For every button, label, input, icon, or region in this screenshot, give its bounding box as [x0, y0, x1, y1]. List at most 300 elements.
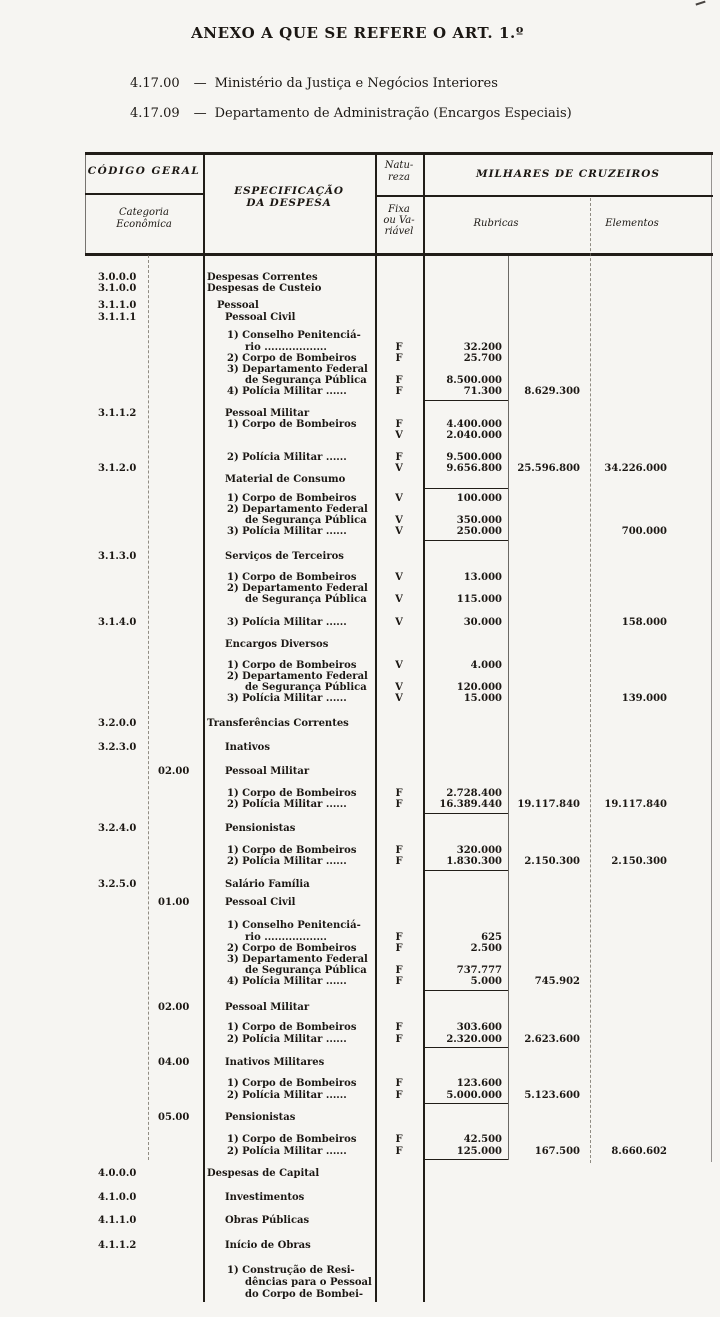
subcode-cell	[148, 342, 203, 353]
nature-cell: V	[395, 515, 403, 526]
nature-cell	[375, 330, 423, 341]
elemento-cell	[590, 682, 713, 693]
subcode-cell	[148, 1289, 203, 1300]
nature-cell: F	[395, 965, 403, 976]
code-cell	[85, 766, 148, 777]
subcode-cell	[148, 1240, 203, 1251]
elemento-cell	[590, 272, 713, 283]
nature-cell	[375, 639, 423, 650]
nature-cell: V	[395, 660, 403, 671]
subcode-cell	[148, 272, 203, 283]
spec-cell: 1) Construção de Resi-	[227, 1265, 355, 1276]
code-cell	[85, 1057, 148, 1068]
code-cell: 3.2.5.0	[98, 879, 137, 890]
elemento-cell	[590, 1168, 713, 1179]
rubrica-cell	[508, 1078, 590, 1089]
subcode-cell	[148, 504, 203, 515]
code-cell	[85, 526, 148, 537]
subcode-cell	[148, 1215, 203, 1226]
table-row	[85, 1034, 713, 1045]
nature-cell	[375, 742, 423, 753]
subcode-cell	[148, 660, 203, 671]
code-cell	[85, 976, 148, 987]
spec-cell: Obras Públicas	[225, 1215, 310, 1226]
table-row	[85, 1277, 713, 1288]
rubrica-cell	[508, 1057, 590, 1068]
code-cell	[85, 856, 148, 867]
nature-cell: V	[395, 617, 403, 628]
table-body	[85, 255, 713, 1300]
spec-cell: Despesas de Custeio	[207, 283, 322, 294]
elemento-cell	[590, 515, 713, 526]
spec-cell: Pessoal Civil	[225, 897, 296, 908]
value-cell: 16.389.440	[439, 799, 502, 810]
header-categoria-line2: Econômica	[116, 219, 172, 230]
table-row	[85, 799, 713, 810]
spec-cell: 3) Departamento Federal	[227, 364, 368, 375]
subcode-cell	[148, 1078, 203, 1089]
spec-cell: 2) Corpo de Bombeiros	[227, 353, 357, 364]
value-cell	[423, 1289, 508, 1300]
code-cell: 4.0.0.0	[98, 1168, 137, 1179]
table-row	[85, 283, 713, 294]
spec-cell: Pensionistas	[225, 823, 296, 834]
spec-cell: Material de Consumo	[225, 474, 346, 485]
ministry-name: Ministério da Justiça e Negócios Interiores	[214, 76, 498, 91]
code-cell: 3.0.0.0	[98, 272, 137, 283]
elemento-cell	[590, 788, 713, 799]
rubrica-cell	[508, 1215, 590, 1226]
rubrica-cell	[508, 742, 590, 753]
spec-cell: 4) Polícia Militar ......	[227, 386, 347, 397]
elemento-cell	[590, 330, 713, 341]
elemento-cell	[590, 845, 713, 856]
spec-cell: Investimentos	[225, 1192, 305, 1203]
rubrica-cell	[508, 639, 590, 650]
spec-cell: 1) Corpo de Bombeiros	[227, 572, 357, 583]
elemento-cell	[590, 742, 713, 753]
elemento-cell: 700.000	[621, 526, 667, 537]
rubrica-cell	[508, 408, 590, 419]
value-cell: 30.000	[463, 617, 502, 628]
nature-cell	[375, 272, 423, 283]
rubrica-cell	[508, 504, 590, 515]
code-cell	[85, 639, 148, 650]
elemento-cell	[590, 965, 713, 976]
page-title: ANEXO A QUE SE REFERE O ART. 1.º	[191, 24, 524, 42]
value-cell	[423, 583, 508, 594]
rubrica-cell: 19.117.840	[517, 799, 580, 810]
spec-cell: de Segurança Pública	[245, 594, 367, 605]
subcode-cell	[148, 823, 203, 834]
subcode-cell	[148, 1134, 203, 1145]
subcode-cell	[148, 856, 203, 867]
code-cell	[85, 504, 148, 515]
elemento-cell	[590, 639, 713, 650]
nature-cell	[375, 823, 423, 834]
spec-cell: rio ..................	[245, 932, 327, 943]
value-cell	[423, 742, 508, 753]
nature-cell	[375, 1057, 423, 1068]
spec-cell: Despesas Correntes	[207, 272, 318, 283]
value-cell	[423, 639, 508, 650]
dash: —	[193, 76, 207, 91]
rubrica-cell	[508, 682, 590, 693]
table-row	[85, 1002, 713, 1013]
table-row	[85, 639, 713, 650]
code-cell	[85, 1146, 148, 1157]
nature-cell: F	[395, 856, 403, 867]
value-cell: 1.830.300	[446, 856, 502, 867]
nature-cell: F	[395, 1134, 403, 1145]
elemento-cell	[590, 342, 713, 353]
rubrica-cell: 5.123.600	[524, 1090, 580, 1101]
code-cell	[85, 943, 148, 954]
subcode-cell: 02.00	[158, 766, 190, 777]
spec-cell: 2) Polícia Militar ......	[227, 856, 347, 867]
value-cell	[423, 920, 508, 931]
code-cell: 3.1.3.0	[98, 551, 137, 562]
nature-cell: F	[395, 799, 403, 810]
table-row	[85, 386, 713, 397]
elemento-cell	[590, 1215, 713, 1226]
table-row	[85, 897, 713, 908]
code-cell: 3.1.2.0	[98, 463, 137, 474]
code-cell	[85, 682, 148, 693]
rubrica-cell	[508, 1192, 590, 1203]
table-row	[85, 879, 713, 890]
rubrica-cell	[508, 594, 590, 605]
nature-cell	[375, 1002, 423, 1013]
elemento-cell	[590, 1289, 713, 1300]
spec-cell: rio ..................	[245, 342, 327, 353]
rubrica-cell	[508, 954, 590, 965]
value-cell	[423, 1002, 508, 1013]
spec-cell: de Segurança Pública	[245, 682, 367, 693]
nature-cell	[375, 879, 423, 890]
rubrica-cell	[508, 551, 590, 562]
value-cell: 4.000	[470, 660, 502, 671]
table-row	[85, 1192, 713, 1203]
sum-rule	[423, 1103, 508, 1104]
header-codigo-geral: CÓDIGO GERAL	[87, 165, 201, 177]
spec-cell: de Segurança Pública	[245, 965, 367, 976]
value-cell	[423, 1265, 508, 1276]
ministry-code: 4.17.00	[130, 76, 180, 91]
elemento-cell: 19.117.840	[604, 799, 667, 810]
spec-cell: Pessoal	[217, 300, 259, 311]
value-cell	[423, 718, 508, 729]
value-cell	[423, 1215, 508, 1226]
subcode-cell	[148, 300, 203, 311]
value-cell	[423, 1192, 508, 1203]
code-cell: 3.1.0.0	[98, 283, 137, 294]
subcode-cell	[148, 718, 203, 729]
nature-cell: F	[395, 386, 403, 397]
elemento-cell	[590, 375, 713, 386]
code-cell: 3.1.1.1	[98, 312, 137, 323]
rubrica-cell	[508, 353, 590, 364]
value-cell	[423, 1240, 508, 1251]
elemento-cell	[590, 452, 713, 463]
value-cell	[423, 671, 508, 682]
rubrica-cell	[508, 312, 590, 323]
spec-cell: 2) Corpo de Bombeiros	[227, 943, 357, 954]
spec-cell: 1) Conselho Penitenciá-	[227, 330, 361, 341]
sum-rule	[423, 1047, 508, 1048]
elemento-cell	[590, 1090, 713, 1101]
sum-rule	[423, 870, 508, 871]
table-row	[85, 419, 713, 430]
subcode-cell	[148, 943, 203, 954]
spec-cell: de Segurança Pública	[245, 515, 367, 526]
elemento-cell	[590, 879, 713, 890]
spec-cell: Inativos Militares	[225, 1057, 325, 1068]
table-row	[85, 682, 713, 693]
nature-cell	[375, 897, 423, 908]
nature-cell: V	[395, 594, 403, 605]
elemento-cell	[590, 353, 713, 364]
table-row	[85, 932, 713, 943]
nature-cell	[375, 954, 423, 965]
subcode-cell	[148, 408, 203, 419]
value-cell: 120.000	[456, 682, 502, 693]
code-cell	[85, 375, 148, 386]
nature-cell: F	[395, 943, 403, 954]
elemento-cell	[590, 976, 713, 987]
rubrica-cell	[508, 526, 590, 537]
elemento-cell: 139.000	[621, 693, 667, 704]
subcode-cell	[148, 639, 203, 650]
spec-cell: 2) Departamento Federal	[227, 671, 368, 682]
header-natureza	[375, 160, 423, 184]
subcode-cell: 01.00	[158, 897, 190, 908]
subcode-cell	[148, 1090, 203, 1101]
sum-rule	[423, 813, 508, 814]
value-cell: 2.040.000	[446, 430, 502, 441]
sum-rule	[423, 990, 508, 991]
value-cell	[423, 1112, 508, 1123]
header-elementos: Elementos	[605, 218, 659, 229]
table-row	[85, 364, 713, 375]
subcode-cell	[148, 419, 203, 430]
nature-cell: F	[395, 419, 403, 430]
rubrica-cell	[508, 452, 590, 463]
value-cell: 123.600	[456, 1078, 502, 1089]
code-cell: 3.2.3.0	[98, 742, 137, 753]
subcode-cell	[148, 1192, 203, 1203]
value-cell	[423, 897, 508, 908]
code-cell	[85, 515, 148, 526]
code-cell	[85, 1022, 148, 1033]
spec-cell: Transferências Correntes	[207, 718, 349, 729]
rubrica-cell: 167.500	[534, 1146, 580, 1157]
spec-cell: 2) Polícia Militar ......	[227, 1034, 347, 1045]
table-row	[85, 742, 713, 753]
rubrica-cell	[508, 572, 590, 583]
rubrica-cell	[508, 920, 590, 931]
rubrica-cell	[508, 1134, 590, 1145]
code-cell	[85, 386, 148, 397]
rubrica-cell	[508, 1168, 590, 1179]
elemento-cell	[590, 493, 713, 504]
elemento-cell	[590, 1112, 713, 1123]
value-cell: 125.000	[456, 1146, 502, 1157]
table-row	[85, 330, 713, 341]
subcode-cell	[148, 1168, 203, 1179]
subcode-cell	[148, 617, 203, 628]
rubrica-cell	[508, 1112, 590, 1123]
value-cell: 5.000.000	[446, 1090, 502, 1101]
nature-cell	[375, 504, 423, 515]
spec-cell: Início de Obras	[225, 1240, 311, 1251]
value-cell: 25.700	[463, 353, 502, 364]
rubrica-cell	[508, 932, 590, 943]
value-cell: 15.000	[463, 693, 502, 704]
value-cell: 625	[481, 932, 502, 943]
value-cell	[423, 823, 508, 834]
elemento-cell	[590, 1134, 713, 1145]
code-cell	[85, 342, 148, 353]
elemento-cell	[590, 920, 713, 931]
table-row	[85, 504, 713, 515]
nature-cell	[375, 300, 423, 311]
value-cell	[423, 551, 508, 562]
value-cell	[423, 954, 508, 965]
table-row	[85, 1090, 713, 1101]
code-cell	[85, 660, 148, 671]
elemento-cell	[590, 766, 713, 777]
code-cell: 3.1.1.0	[98, 300, 137, 311]
value-cell	[423, 272, 508, 283]
rubrica-cell	[508, 419, 590, 430]
elemento-cell: 2.150.300	[611, 856, 667, 867]
elemento-cell: 34.226.000	[604, 463, 667, 474]
code-cell: 3.2.4.0	[98, 823, 137, 834]
spec-cell: 1) Corpo de Bombeiros	[227, 493, 357, 504]
spec-cell: Encargos Diversos	[225, 639, 329, 650]
rubrica-cell	[508, 693, 590, 704]
subcode-cell	[148, 965, 203, 976]
code-cell	[85, 954, 148, 965]
spec-cell	[203, 430, 375, 441]
value-cell	[423, 408, 508, 419]
subcode-cell	[148, 1146, 203, 1157]
table-row	[85, 766, 713, 777]
nature-cell	[375, 766, 423, 777]
subcode-cell	[148, 932, 203, 943]
rubrica-cell	[508, 330, 590, 341]
elemento-cell	[590, 283, 713, 294]
code-cell	[85, 1078, 148, 1089]
ministry-line	[130, 76, 498, 91]
elemento-cell	[590, 671, 713, 682]
code-cell	[85, 1034, 148, 1045]
spec-cell: 1) Corpo de Bombeiros	[227, 1022, 357, 1033]
code-cell	[85, 788, 148, 799]
subcode-cell	[148, 430, 203, 441]
spec-cell: dências para o Pessoal	[245, 1277, 372, 1288]
subcode-cell: 05.00	[158, 1112, 190, 1123]
subcode-cell	[148, 283, 203, 294]
value-cell: 4.400.000	[446, 419, 502, 430]
value-cell: 13.000	[463, 572, 502, 583]
sum-rule	[423, 400, 508, 401]
rubrica-cell	[508, 845, 590, 856]
spec-cell: do Corpo de Bombei-	[245, 1289, 364, 1300]
value-cell	[423, 766, 508, 777]
elemento-cell	[590, 474, 713, 485]
table-row	[85, 617, 713, 628]
nature-cell: V	[395, 493, 403, 504]
spec-cell: 3) Departamento Federal	[227, 954, 368, 965]
code-cell	[85, 1289, 148, 1300]
table-row	[85, 1168, 713, 1179]
elemento-cell	[590, 932, 713, 943]
elemento-cell	[590, 408, 713, 419]
elemento-cell	[590, 1277, 713, 1288]
nature-cell	[375, 718, 423, 729]
code-cell	[85, 572, 148, 583]
spec-cell: Serviços de Terceiros	[225, 551, 344, 562]
table-row	[85, 1078, 713, 1089]
nature-cell	[375, 1215, 423, 1226]
table-top-border	[85, 152, 713, 155]
subcode-cell	[148, 1265, 203, 1276]
elemento-cell	[590, 1057, 713, 1068]
subcode-cell	[148, 693, 203, 704]
code-cell	[85, 932, 148, 943]
table-row	[85, 1146, 713, 1157]
sum-rule	[423, 540, 508, 541]
rubrica-cell: 2.150.300	[524, 856, 580, 867]
spec-cell: Inativos	[225, 742, 270, 753]
spec-cell: 1) Corpo de Bombeiros	[227, 1078, 357, 1089]
table-row	[85, 583, 713, 594]
subcode-cell	[148, 799, 203, 810]
value-cell: 8.500.000	[446, 375, 502, 386]
elemento-cell	[590, 504, 713, 515]
spec-cell: 3) Polícia Militar ......	[227, 617, 347, 628]
rubrica-cell	[508, 617, 590, 628]
rubrica-cell	[508, 823, 590, 834]
table-row	[85, 965, 713, 976]
subcode-cell	[148, 364, 203, 375]
rubrica-cell	[508, 766, 590, 777]
header-categoria-economica	[85, 207, 203, 231]
subcode-cell	[148, 375, 203, 386]
code-cell	[85, 671, 148, 682]
department-code: 4.17.09	[130, 106, 180, 121]
rubrica-cell	[508, 515, 590, 526]
table-row	[85, 452, 713, 463]
nature-cell: V	[395, 430, 403, 441]
rubrica-cell	[508, 272, 590, 283]
table-row	[85, 943, 713, 954]
subcode-cell	[148, 845, 203, 856]
table-row	[85, 660, 713, 671]
nature-cell	[375, 1277, 423, 1288]
spec-cell: 4) Polícia Militar ......	[227, 976, 347, 987]
nature-cell: F	[395, 353, 403, 364]
code-cell	[85, 1112, 148, 1123]
rubrica-cell: 2.623.600	[524, 1034, 580, 1045]
value-cell	[423, 312, 508, 323]
nature-cell: F	[395, 788, 403, 799]
spec-cell: de Segurança Pública	[245, 375, 367, 386]
elemento-cell	[590, 1265, 713, 1276]
table-row	[85, 572, 713, 583]
